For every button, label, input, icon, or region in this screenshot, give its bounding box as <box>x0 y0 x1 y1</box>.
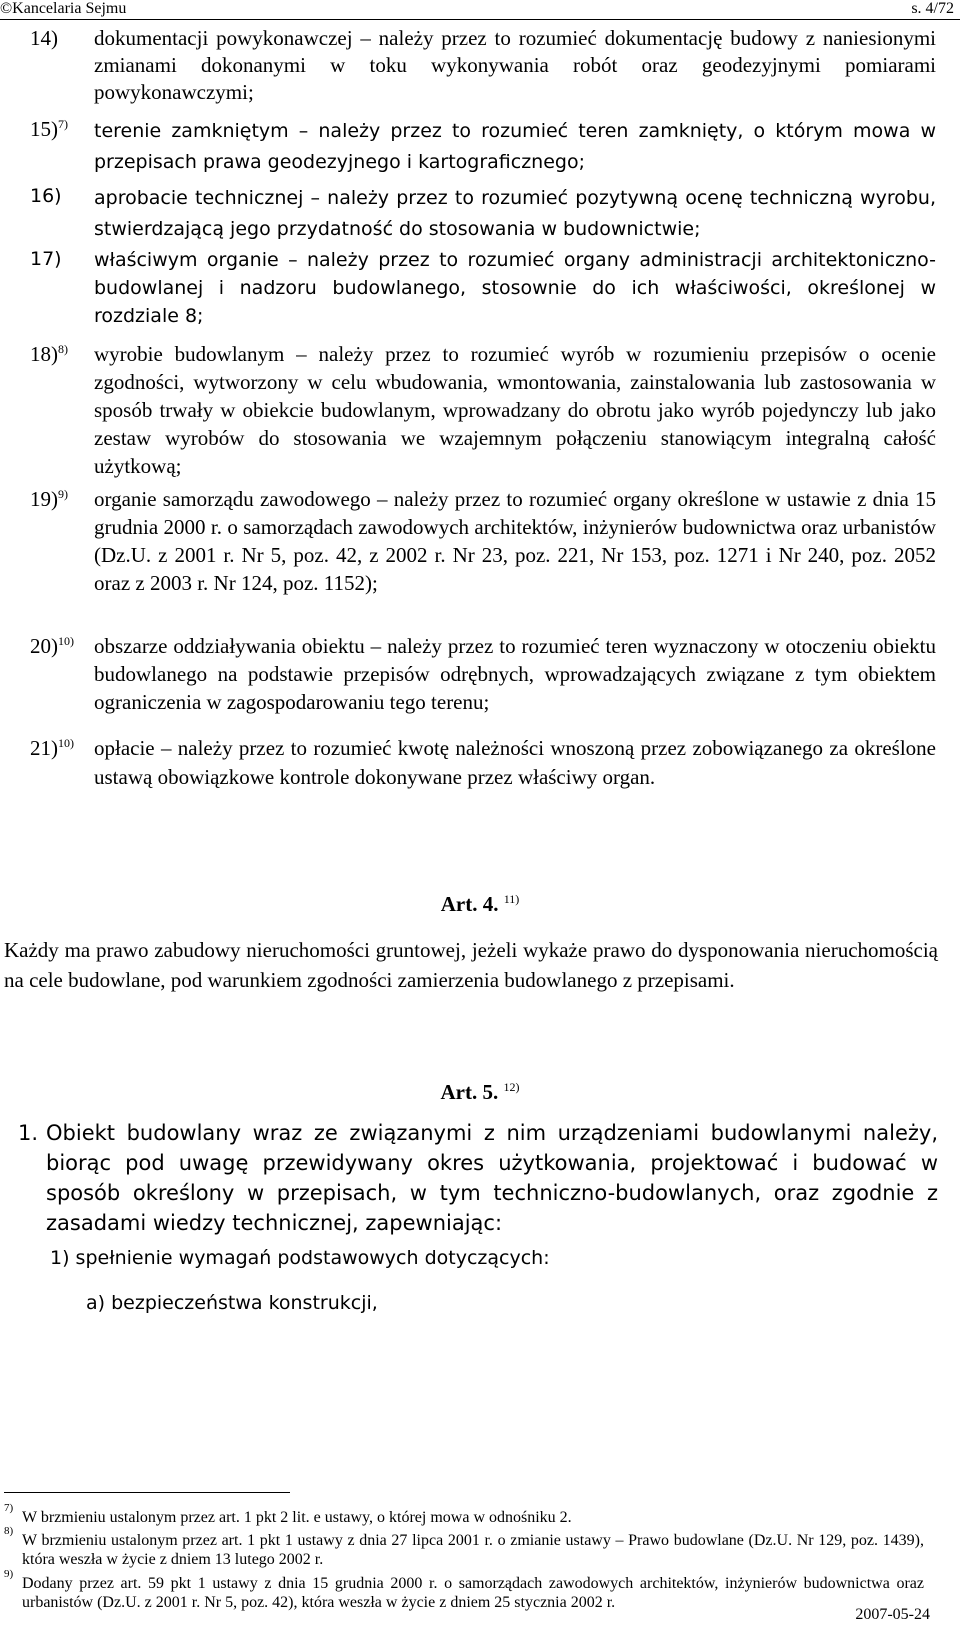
header-page-number: s. 4/72 <box>911 0 954 17</box>
definition-item-21 <box>30 734 936 792</box>
footnote-ref[interactable]: 10) <box>58 634 74 648</box>
item-number: 21) <box>30 736 58 760</box>
footer-date: 2007-05-24 <box>855 1606 930 1623</box>
item-text: wyrobie budowlanym – należy przez to rozumieć wyrób w rozumieniu przepisów o ocenie zgodności, wytworzony w celu wbudowania, wmontowania, zainstalowania lub zastosowania w sposób trwały w obiekcie budowlanym, wprowadzany do obrotu jako wyrób pojedynczy lub jako zestaw wyrobów do stosowania we wzajemnym połączeniu stanowiącym integralną całość użytkową; <box>94 342 936 478</box>
definition-item-16 <box>30 183 936 245</box>
footnote-7: 7) W brzmieniu ustalonym przez art. 1 pkt 2 lit. e ustawy, o której mowa w odnośniku 2. <box>4 1508 924 1527</box>
definition-item-15 <box>30 116 936 178</box>
header-source: ©Kancelaria Sejmu <box>0 0 127 17</box>
item-number: 19) <box>30 487 58 511</box>
item-text: aprobacie technicznej – należy przez to rozumieć pozytywną ocenę techniczną wyrobu, stwierdzającą jego przydatność do stosowania w budownictwie; <box>94 187 936 240</box>
point-a: a) bezpieczeństwa konstrukcji, <box>86 1292 378 1314</box>
article-title: Art. 5. <box>440 1080 499 1104</box>
paragraph-text: Obiekt budowlany wraz ze związanymi z nim urządzeniami budowlanymi należy, biorąc pod uwagę przewidywany okres użytkowania, projektować i budować w sposób określony w przepisach, w tym techniczno-budowlanych, oraz zgodnie z zasadami wiedzy technicznej, zapewniając: <box>46 1121 938 1235</box>
footnote-divider <box>4 1492 290 1493</box>
item-text: terenie zamkniętym – należy przez to rozumieć teren zamknięty, o którym mowa w przepisach prawa geodezyjnego i kartograficznego; <box>94 120 936 173</box>
footnote-text: Dodany przez art. 59 pkt 1 ustawy z dnia 15 grudnia 2000 r. o samorządach zawodowych architektów, inżynierów budownictwa oraz urbanistów (Dz.U. z 2001 r. Nr 5, poz. 42), która weszła w życie z dniem 25 stycznia 2002 r. <box>22 1575 924 1611</box>
article-title: Art. 4. <box>440 892 499 916</box>
item-number: 17) <box>30 248 62 270</box>
item-text: dokumentacji powykonawczej – należy przez to rozumieć dokumentację budowy z naniesionymi zmianami dokonanymi w toku wykonywania robót oraz geodezyjnymi pomiarami powykonawczymi; <box>94 26 936 104</box>
footnote-text: W brzmieniu ustalonym przez art. 1 pkt 1 ustawy z dnia 27 lipca 2001 r. o zmianie ustawy – Prawo budowlane (Dz.U. Nr 129, poz. 1439), która weszła w życie z dniem 13 lutego 2002 r. <box>22 1532 924 1568</box>
definition-item-19 <box>30 485 936 597</box>
item-number: 14) <box>30 26 58 50</box>
footnote-ref[interactable]: 10) <box>58 736 74 750</box>
item-number: 18) <box>30 342 58 366</box>
article-4-text: Każdy ma prawo zabudowy nieruchomości gruntowej, jeżeli wykaże prawo do dysponowania nieruchomością na cele budowlane, pod warunkiem zgodności zamierzenia budowlanego z przepisami. <box>4 938 938 992</box>
point-1: 1) spełnienie wymagań podstawowych dotyczących: <box>50 1247 550 1269</box>
footnote-8: 8) W brzmieniu ustalonym przez art. 1 pkt 1 ustawy z dnia 27 lipca 2001 r. o zmianie ustawy – Prawo budowlane (Dz.U. Nr 129, poz. 1439), która weszła w życie z dniem 13 lutego 2002 r. <box>4 1525 924 1568</box>
definition-item-14 <box>30 25 936 106</box>
paragraph-number: 1. <box>18 1121 39 1145</box>
item-text: opłacie – należy przez to rozumieć kwotę należności wnoszoną przez zobowiązanego za określone ustawą obowiązkowe kontrole dokonywane przez właściwy organ. <box>94 736 936 789</box>
item-number: 15) <box>30 117 58 141</box>
article-4-heading <box>0 892 960 917</box>
footnote-text: W brzmieniu ustalonym przez art. 1 pkt 2 lit. e ustawy, o której mowa w odnośniku 2. <box>22 1509 572 1526</box>
footnote-ref[interactable]: 9) <box>58 487 68 501</box>
article-5-paragraph-1 <box>18 1118 938 1238</box>
item-number: 20) <box>30 634 58 658</box>
header-divider <box>0 19 960 20</box>
definition-item-20 <box>30 632 936 716</box>
item-text: właściwym organie – należy przez to rozumieć organy administracji architektoniczno-budowlanej i nadzoru budowlanego, stosownie do ich właściwości, określonej w rozdziale 8; <box>94 249 936 327</box>
definition-item-17 <box>30 246 936 330</box>
item-text: organie samorządu zawodowego – należy przez to rozumieć organy określone w ustawie z dnia 15 grudnia 2000 r. o samorządach zawodowych architektów, inżynierów budownictwa oraz urbanistów (Dz.U. z 2001 r. Nr 5, poz. 42, z 2002 r. Nr 23, poz. 221, Nr 153, poz. 1271 i Nr 240, poz. 2052 oraz z 2003 r. Nr 124, poz. 1152); <box>94 487 936 595</box>
footnote-ref[interactable]: 11) <box>503 892 520 906</box>
footnote-ref[interactable]: 12) <box>503 1080 520 1094</box>
footnote-9: 9) Dodany przez art. 59 pkt 1 ustawy z dnia 15 grudnia 2000 r. o samorządach zawodowych architektów, inżynierów budownictwa oraz urbanistów (Dz.U. z 2001 r. Nr 5, poz. 42), która weszła w życie z dniem 25 stycznia 2002 r. <box>4 1568 924 1611</box>
item-number: 16) <box>30 185 62 207</box>
item-text: obszarze oddziaływania obiektu – należy przez to rozumieć teren wyznaczony w otoczeniu obiektu budowlanego na podstawie przepisów odrębnych, wprowadzających związane z tym obiektem ograniczenia w zagospodarowaniu tego terenu; <box>94 634 936 714</box>
definition-item-18 <box>30 340 936 480</box>
footnote-ref[interactable]: 7) <box>58 117 68 131</box>
article-5-heading <box>0 1080 960 1105</box>
footnote-ref[interactable]: 8) <box>58 342 68 356</box>
